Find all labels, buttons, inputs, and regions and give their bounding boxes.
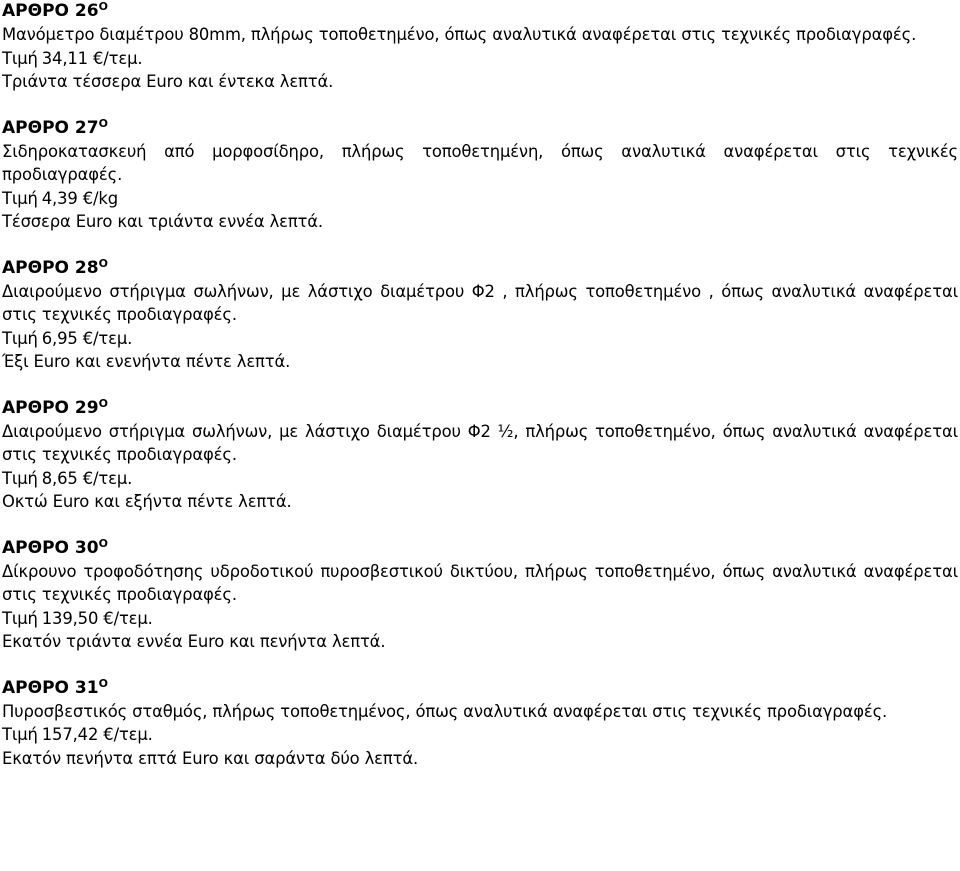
article-price xyxy=(2,467,958,491)
article-description: Πυροσβεστικός σταθμός, πλήρως τοποθετημένος, όπως αναλυτικά αναφέρεται στις τεχνικές προδιαγραφές. xyxy=(2,701,888,721)
article-heading xyxy=(2,117,958,140)
article-26 xyxy=(2,0,958,94)
article-label: ΑΡΘΡΟ 26 xyxy=(2,1,99,21)
article-price-words: Έξι Euro και ενενήντα πέντε λεπτά. xyxy=(2,352,291,371)
article-price-words: Εκατόν τριάντα εννέα Euro και πενήντα λεπτά. xyxy=(2,632,386,651)
price-value: 157,42 €/τεμ. xyxy=(41,725,153,744)
article-label: ΑΡΘΡΟ 29 xyxy=(2,397,99,418)
article-price-words: Τριάντα τέσσερα Euro και έντεκα λεπτά. xyxy=(2,72,334,91)
article-heading xyxy=(2,397,958,420)
article-label: ΑΡΘΡΟ 28 xyxy=(2,257,99,278)
price-value: 139,50 €/τεμ. xyxy=(41,608,153,628)
article-price-words: Οκτώ Euro και εξήντα πέντε λεπτά. xyxy=(2,492,292,511)
price-label: Τιμή xyxy=(2,608,38,628)
article-ordinal: Ο xyxy=(98,116,108,130)
article-label: ΑΡΘΡΟ 31 xyxy=(2,677,99,698)
article-ordinal: Ο xyxy=(98,256,108,270)
article-description: Διαιρούμενο στήριγμα σωλήνων, με λάστιχο διαμέτρου Φ2 , πλήρως τοποθετημένο , όπως αναλυτικά αναφέρεται στις τεχνικές προδιαγραφές. xyxy=(2,281,958,324)
price-label: Τιμή xyxy=(2,48,38,68)
article-29 xyxy=(2,397,958,514)
article-31 xyxy=(2,677,958,771)
article-27 xyxy=(2,117,958,234)
article-ordinal: Ο xyxy=(98,0,108,13)
article-ordinal: Ο xyxy=(98,676,108,690)
article-heading xyxy=(2,677,958,700)
article-description: Σιδηροκατασκευή από μορφοσίδηρο, πλήρως τοποθετημένη, όπως αναλυτικά αναφέρεται στις τεχνικές προδιαγραφές. xyxy=(2,141,958,184)
price-value: 4,39 €/kg xyxy=(41,188,118,208)
article-30 xyxy=(2,537,958,654)
article-label: ΑΡΘΡΟ 27 xyxy=(2,117,99,138)
article-heading xyxy=(2,537,958,560)
price-label: Τιμή xyxy=(2,188,38,208)
price-value: 6,95 €/τεμ. xyxy=(41,328,133,348)
article-heading xyxy=(2,0,958,23)
article-price-words: Τέσσερα Euro και τριάντα εννέα λεπτά. xyxy=(2,212,323,231)
article-price xyxy=(2,47,958,71)
price-value: 34,11 €/τεμ. xyxy=(41,48,143,68)
price-value: 8,65 €/τεμ. xyxy=(41,468,133,488)
article-ordinal: Ο xyxy=(98,536,108,550)
article-price xyxy=(2,187,958,211)
article-28 xyxy=(2,257,958,374)
article-label: ΑΡΘΡΟ 30 xyxy=(2,537,99,558)
article-heading xyxy=(2,257,958,280)
article-description: Μανόμετρο διαμέτρου 80mm, πλήρως τοποθετημένο, όπως αναλυτικά αναφέρεται στις τεχνικές προδιαγραφές. xyxy=(2,25,917,44)
article-description: Δίκρουνο τροφοδότησης υδροδοτικού πυροσβεστικού δικτύου, πλήρως τοποθετημένο, όπως αναλυτικά αναφέρεται στις τεχνικές προδιαγραφές. xyxy=(2,561,958,604)
article-price xyxy=(2,723,958,747)
article-price-words: Εκατόν πενήντα επτά Euro και σαράντα δύο λεπτά. xyxy=(2,748,419,768)
article-price xyxy=(2,327,958,351)
price-label: Τιμή xyxy=(2,725,38,744)
article-ordinal: Ο xyxy=(98,396,108,410)
price-label: Τιμή xyxy=(2,468,38,488)
article-description: Διαιρούμενο στήριγμα σωλήνων, με λάστιχο διαμέτρου Φ2 ½, πλήρως τοποθετημένο, όπως αναλυτικά αναφέρεται στις τεχνικές προδιαγραφές. xyxy=(2,421,958,464)
price-label: Τιμή xyxy=(2,328,38,348)
article-price xyxy=(2,607,958,631)
